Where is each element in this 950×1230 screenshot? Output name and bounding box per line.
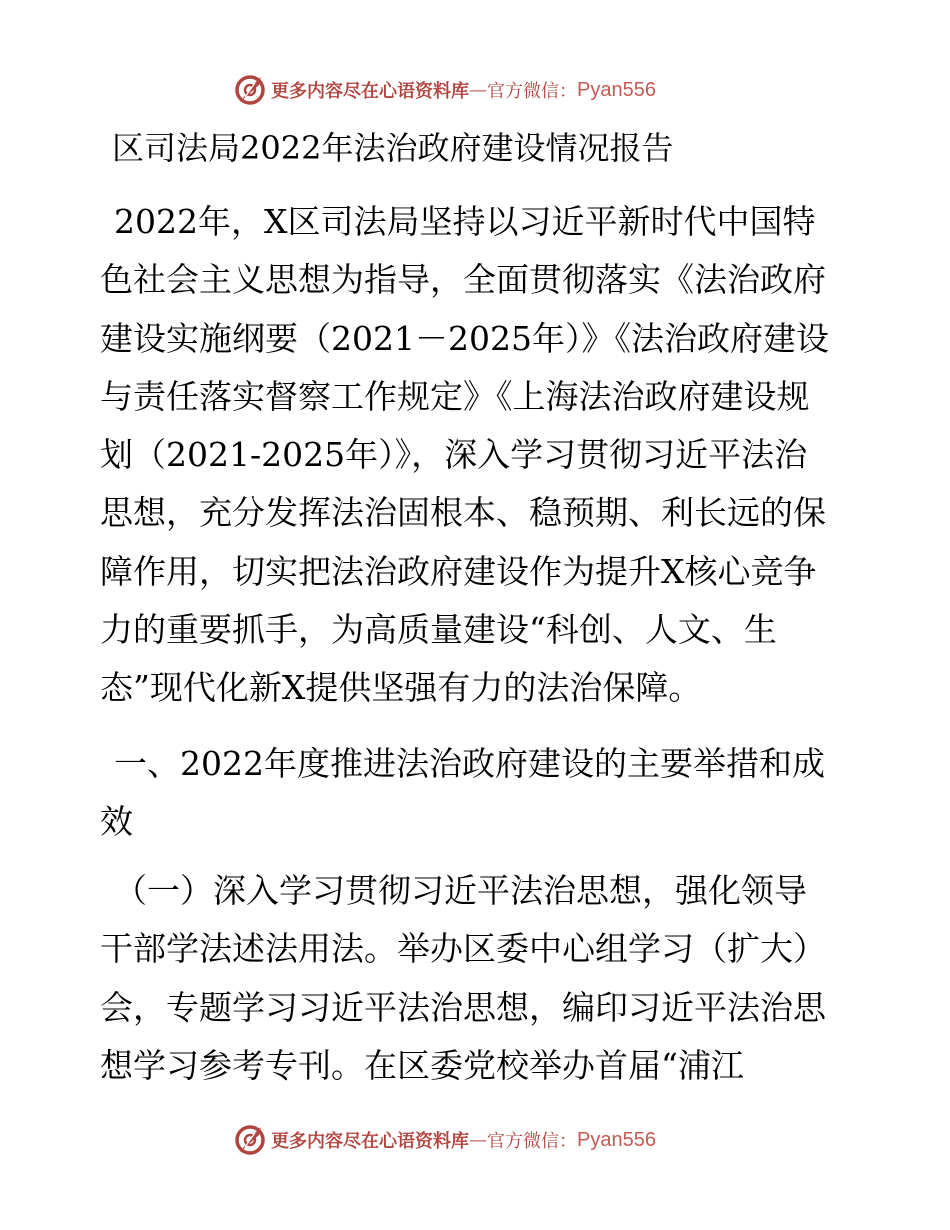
intro-line: 2022年，X区司法局坚持以习近平新时代中国特 (114, 202, 816, 241)
footer-watermark-banner (233, 1120, 733, 1160)
banner-wechat-id: Pyan556 (577, 78, 656, 101)
subsection-1-paragraph (100, 862, 874, 1095)
banner-separator: — (469, 79, 487, 101)
banner-main-text: 更多内容尽在心语资料库 (271, 81, 469, 102)
quill-logo-icon (233, 73, 267, 107)
intro-line: 态”现代化新X提供坚强有力的法治保障。 (100, 668, 702, 708)
intro-line: 思想，充分发挥法治固根本、稳预期、利长远的保 (100, 493, 826, 533)
banner-wechat-id: Pyan556 (577, 1128, 656, 1151)
section-line: 干部学法述法用法。举办区委中心组学习（扩大） (100, 929, 826, 969)
heading-line: 一、2022年度推进法治政府建设的主要举措和成 (114, 744, 825, 783)
header-watermark-banner (233, 70, 733, 110)
intro-line: 障作用，切实把法治政府建设作为提升X核心竞争 (100, 551, 817, 591)
intro-line: 建设实施纲要（2021－2025年）》《法治政府建设 (100, 318, 829, 358)
banner-main-text: 更多内容尽在心语资料库 (271, 1131, 469, 1152)
intro-line: 力的重要抓手，为高质量建设“科创、人文、生 (100, 610, 777, 650)
section-line: （一）深入学习贯彻习近平法治思想，强化领导 (114, 871, 807, 910)
intro-paragraph (100, 193, 874, 718)
intro-line: 与责任落实督察工作规定》《上海法治政府建设规 (100, 376, 810, 416)
banner-official-label: 官方微信： (487, 1131, 577, 1152)
intro-line: 色社会主义思想为指导，全面贯彻落实《法治政府 (100, 260, 826, 300)
section-line: 想学习参考专刊。在区委党校举办首届“浦江 (100, 1045, 744, 1085)
document-title: 区司法局2022年法治政府建设情况报告 (112, 129, 674, 167)
section-heading-1 (100, 735, 874, 852)
heading-line: 效 (100, 802, 133, 842)
banner-separator: — (469, 1129, 487, 1151)
banner-official-label: 官方微信： (487, 81, 577, 102)
quill-logo-icon (233, 1123, 267, 1157)
intro-line: 划（2021-2025年）》，深入学习贯彻习近平法治 (100, 435, 808, 475)
section-line: 会，专题学习习近平法治思想，编印习近平法治思 (100, 987, 826, 1027)
